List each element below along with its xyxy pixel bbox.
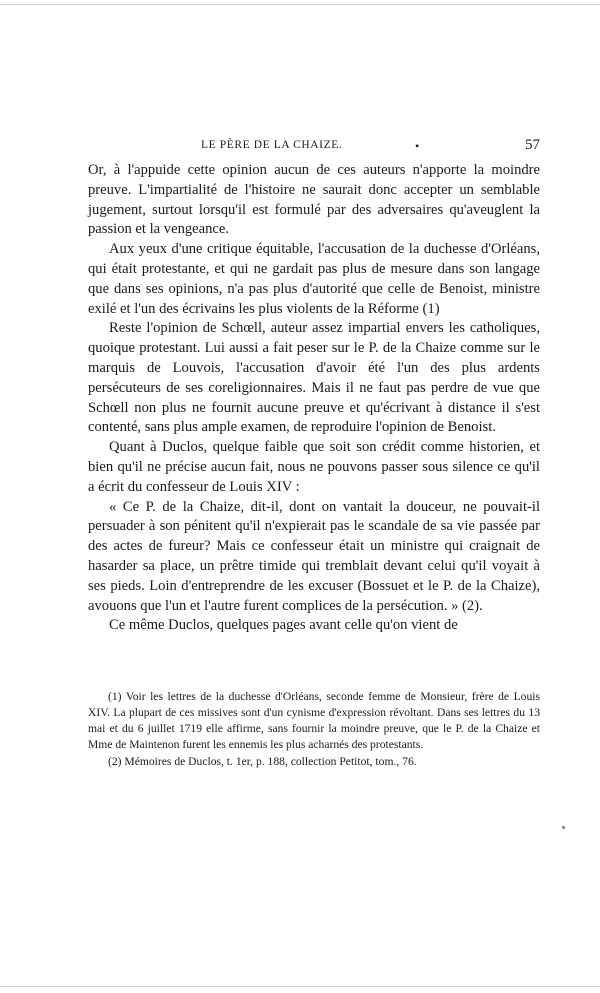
paragraph-6: Ce même Duclos, quelques pages avant celle qu'on vient de [109, 617, 458, 634]
running-title: LE PÈRE DE LA CHAIZE. [201, 139, 343, 151]
footnote-2: (2) Mémoires de Duclos, t. 1er, p. 188, collection Petitot, tom., 76. [108, 755, 417, 768]
paragraph-1: Or, à l'appuide cette opinion aucun de ces auteurs n'apporte la moindre preuve. L'impartialité de l'histoire ne saurait donc accepter un semblable jugement, surtout lorsqu'il est formulé par des adversaires qu'aveuglent la passion et la vengeance. [88, 162, 540, 238]
ink-speck [562, 826, 565, 829]
page-number: 57 [525, 137, 540, 153]
paragraph-2: Aux yeux d'une critique équitable, l'accusation de la duchesse d'Orléans, qui était protestante, et qui ne gardait pas plus de mesure dans son langage que dans ses opinions, n'a pas plus d'autorité que celle de Benoist, ministre exilé et l'un des écrivains les plus violents de la Réforme (1) [88, 241, 540, 317]
footnotes [88, 689, 540, 770]
header-ornament: • [415, 139, 420, 153]
body-text [88, 161, 540, 636]
footnote-1: (1) Voir les lettres de la duchesse d'Orléans, seconde femme de Monsieur, frère de Louis XIV. La plupart de ces missives sont d'un cynisme d'expression révoltant. Dans ses lettres du 13 mai et du 6 juillet 1719 elle affirme, sans fournir la moindre preuve, que le P. de la Chaize et Mme de Maintenon furent les ennemis les plus acharnés des protestants. [88, 690, 540, 751]
bottom-page-edge [0, 986, 600, 987]
top-page-edge [0, 4, 600, 5]
quotation-paragraph: « Ce P. de la Chaize, dit-il, dont on vantait la douceur, ne pouvait-il persuader à son pénitent qu'il n'expierait pas le scandale de sa vie passée par des actes de fureur? Mais ce confesseur était un ministre qui craignait de hasarder sa place, un prêtre timide qui tremblait devant celui qu'il voyait à ses pieds. Loin d'entreprendre de les excuser (Bossuet et le P. de la Chaize), avouons que l'un et l'autre furent complices de la persécution. » (2). [88, 498, 540, 614]
paragraph-4: Quant à Duclos, quelque faible que soit son crédit comme historien, et bien qu'il ne précise aucun fait, nous ne pouvons passer sous silence ce qu'il a écrit du confesseur de Louis XIV : [88, 439, 540, 495]
running-head [88, 139, 540, 159]
paragraph-3: Reste l'opinion de Schœll, auteur assez impartial envers les catholiques, quoique protestant. Lui aussi a fait peser sur le P. de la Chaize comme sur le marquis de Louvois, l'accusation d'avoir été l'un des plus ardents persécuteurs de ses coreligionnaires. Mais il ne faut pas perdre de vue que Schœll non plus ne fournit aucune preuve et qu'écrivant à distance il s'est contenté, sans plus ample examen, de reproduire l'opinion de Benoist. [88, 320, 540, 436]
